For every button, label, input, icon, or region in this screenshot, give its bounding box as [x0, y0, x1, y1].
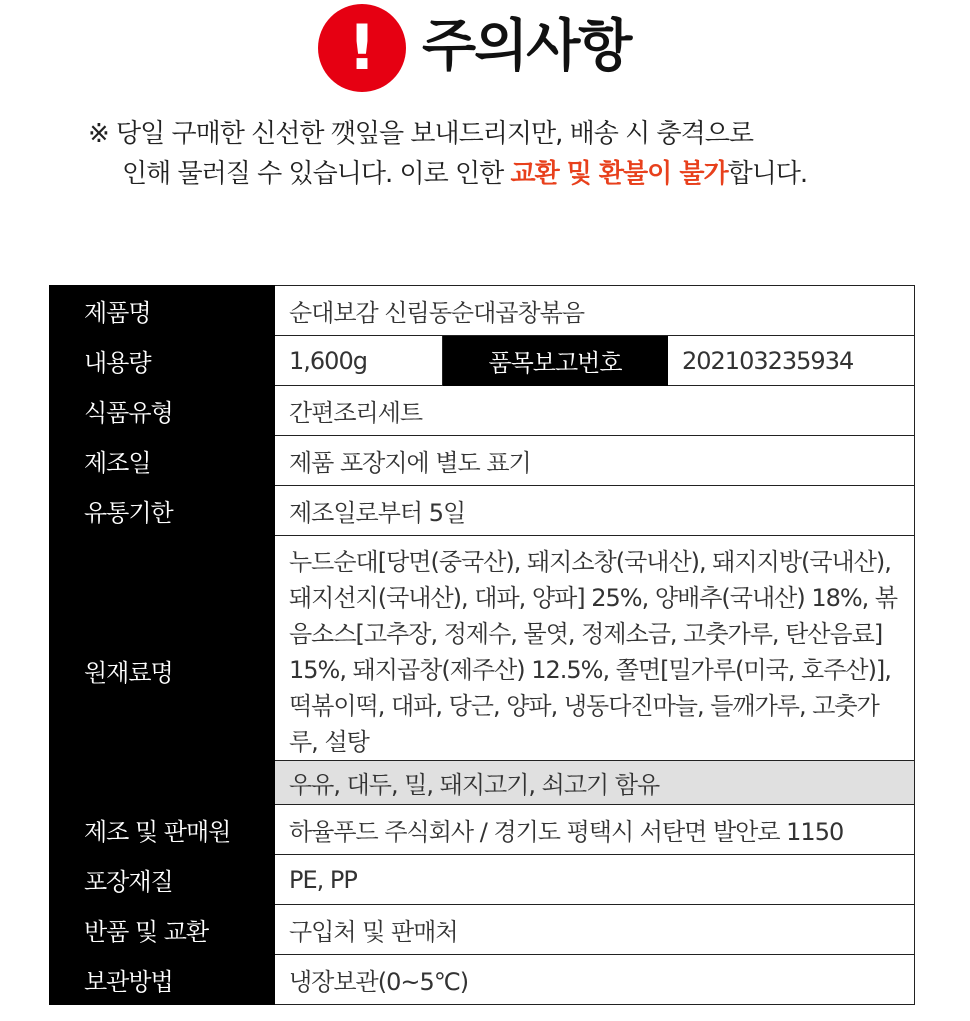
value-returns: 구입처 및 판매처 [275, 905, 915, 955]
notice-line2 [88, 154, 928, 194]
label-manufacture-date: 제조일 [50, 436, 275, 486]
value-report-number: 202103235934 [668, 336, 915, 386]
row-expiry [50, 486, 915, 536]
row-returns [50, 905, 915, 955]
label-returns: 반품 및 교환 [50, 905, 275, 955]
row-packaging [50, 855, 915, 905]
row-product-name [50, 286, 915, 336]
value-food-type: 간편조리세트 [275, 386, 915, 436]
page-title: 주의사항 [422, 14, 631, 79]
warning-icon: ! [318, 4, 406, 92]
notice-line2-pre: 인해 물러질 수 있습니다. 이로 인한 [122, 159, 511, 189]
row-storage [50, 955, 915, 1005]
value-allergens: 우유, 대두, 밀, 돼지고기, 쇠고기 함유 [275, 761, 915, 805]
label-product-name: 제품명 [50, 286, 275, 336]
value-expiry: 제조일로부터 5일 [275, 486, 915, 536]
value-storage: 냉장보관(0~5℃) [275, 955, 915, 1005]
label-report-number: 품목보고번호 [443, 336, 668, 386]
notice-warning-highlight: 교환 및 환불이 불가 [510, 159, 728, 189]
notice-line2-post: 합니다. [727, 159, 808, 189]
value-manufacture-date: 제품 포장지에 별도 표기 [275, 436, 915, 486]
notice-text [88, 114, 928, 194]
value-packaging: PE, PP [275, 855, 915, 905]
row-manufacturer [50, 805, 915, 855]
row-food-type [50, 386, 915, 436]
value-product-name: 순대보감 신림동순대곱창볶음 [275, 286, 915, 336]
label-storage: 보관방법 [50, 955, 275, 1005]
row-ingredients [50, 536, 915, 761]
label-packaging: 포장재질 [50, 855, 275, 905]
notice-line1: ※ 당일 구매한 신선한 깻잎을 보내드리지만, 배송 시 충격으로 [88, 119, 753, 149]
row-capacity [50, 336, 915, 386]
label-food-type: 식품유형 [50, 386, 275, 436]
row-manufacture-date [50, 436, 915, 486]
label-manufacturer: 제조 및 판매원 [50, 805, 275, 855]
notice-header [0, 0, 970, 100]
value-capacity: 1,600g [275, 336, 443, 386]
product-info-table [49, 285, 915, 1005]
label-capacity: 내용량 [50, 336, 275, 386]
value-manufacturer: 하율푸드 주식회사 / 경기도 평택시 서탄면 발안로 1150 [275, 805, 915, 855]
label-ingredients: 원재료명 [50, 536, 275, 805]
label-expiry: 유통기한 [50, 486, 275, 536]
value-ingredients: 누드순대[당면(중국산), 돼지소창(국내산), 돼지지방(국내산), 돼지선지(국내산), 대파, 양파] 25%, 양배추(국내산) 18%, 볶음소스[고추장, 정제수, 물엿, 정제소금, 고춧가루, 탄산음료] 15%, 돼지곱창(제주산) 12.5%, 쫄면[밀가루(미국, 호주산)], 떡볶이떡, 대파, 당근, 양파, 냉동다진마늘, 들깨가루, 고춧가루, 설탕 [275, 536, 915, 761]
